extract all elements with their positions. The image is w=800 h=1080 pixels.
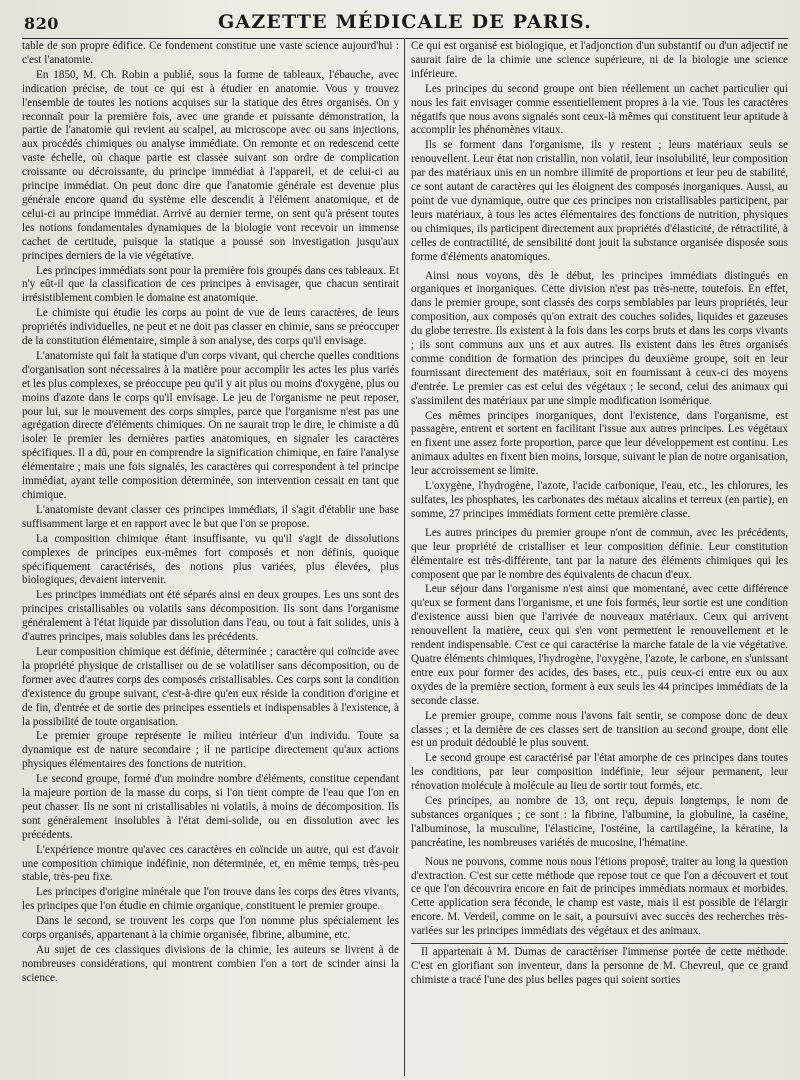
- page-header: [22, 8, 788, 39]
- paragraph: Au sujet de ces classiques divisions de la chimie, les auteurs se livrent à de nombreuses considérations, qui montrent combien l'on a tort de scinder ainsi la science.: [22, 944, 399, 984]
- paragraph: Les principes immédiats ont été séparés ainsi en deux groupes. Les uns sont des principes cristallisables ou volatils sans décomposition. Ils sont dans l'organisme généralement à l'état liquide par dissolution dans l'eau, ou tout à fait solides, unis à d'autres principes, mais solubles dans les précédents.: [22, 589, 399, 644]
- paragraph: Les principes immédiats sont pour la première fois groupés dans ces tableaux. Et n'y eût-il que la classification de ces principes à envisager, que chacun sentirait irrésistiblement combien le domaine est anatomique.: [22, 264, 399, 305]
- footnote-text: Il appartenait à M. Dumas de caractériser l'immense portée de cette méthode. C'est en glorifiant son inventeur, dans la personne de M. Chevreul, que ce grand chimiste a tracé l'une des plus belles pages qui soient sorties: [411, 946, 788, 986]
- paragraph: En 1850, M. Ch. Robin a publié, sous la forme de tableaux, l'ébauche, avec indication précise, de tout ce qui est à étudier en anatomie. Vous y trouvez l'ensemble de toutes les notions acquises sur la statique des êtres organisés. On y reconnaît pour la première fois, avec une grande et puissante démonstration, la partie de l'anatomie qui revient au scalpel, au microscope avec ou sans injections, aux procédés chimiques ou analyse immédiate. On remonte et on redescend cette vaste échelle, où chaque partie est classée suivant son ordre de complication croissante ou décroissante, du principe immédiat à l'appareil, et de celui-ci au principe immédiat. On peut donc dire que l'anatomie générale est devenue plus générale encore quand du système elle descendit à l'élément anatomique, et de celui-ci au principe immédiat. Arrivé au dernier terme, on sent qu'à présent toutes les notions fondamentales dynamiques de la biologie vont recevoir un immense cachet de certitude, puisque la statique a poussé son investigation jusqu'aux principes derniers de la vie végétative.: [22, 68, 399, 262]
- paragraph: L'anatomiste devant classer ces principes immédiats, il s'agit d'établir une base suffisamment large et en rapport avec le but que l'on se propose.: [22, 503, 399, 530]
- paragraph: L'expérience montre qu'avec ces caractères en coïncide un autre, qui est d'avoir une composition chimique indéfinie, non déterminée, et, en même temps, très-peu stable, très-peu fixe.: [22, 843, 399, 884]
- right-column: [405, 40, 788, 1076]
- paragraph: Leur séjour dans l'organisme n'est ainsi que momentané, avec cette différence qu'eux se forment dans l'organisme, et une fois formés, leur sortie est une condition d'existence aussi bien que l'arrivée de nouveaux matériaux. Ceux qui arrivent renouvellent la matière, ceux qui s'en vont permettent le renouvellement et le rendent indispensable. C'est ce qui caractérise la marche fatale de la vie végétative. Quatre éléments chimiques, l'hydrogène, l'oxygène, l'azote, le carbone, en s'unissant entre eux pour former des acides, des bases, etc., puis ceux-ci entre eux ou aux oxydes de la première section, forment à eux seuls les 44 principes immédiats de la seconde classe.: [411, 583, 788, 707]
- paragraph: Ainsi nous voyons, dès le début, les principes immédiats distingués en organiques et inorganiques. Cette division n'est pas très-nette, toutefois. En effet, dans le premier groupe, sont classés des corps semblables par leurs propriétés, leur composition, aux composés qu'on extrait des couches solides, liquides et gazeuses du globe terrestre. Ils existent à la fois dans les corps bruts et dans les corps vivants ; ils sont communs aux uns et aux autres. Ils existent dans les êtres organisés comme condition de formation des principes du deuxième groupe, soit en leur fournissant directement des matériaux, soit en fournissant à ceux-ci des moyens d'entrée. Le premier cas est celui des végétaux ; le second, celui des animaux qui s'assimilent des matériaux par une simple modification isomérique.: [411, 269, 788, 407]
- paragraph: table de son propre édifice. Ce fondement constitue une vaste science aujourd'hui : c'est l'anatomie.: [22, 40, 399, 66]
- paragraph: Nous ne pouvons, comme nous nous l'étions proposé, traiter au long la question d'extraction. C'est sur cette méthode que repose tout ce que l'on a découvert et tout ce que l'on découvrira encore en fait de principes immédiats normaux et morbides. Cette application sera féconde, le champ est vaste, mais il est possible de l'élargir encore. M. Verdeil, comme on le sait, a poursuivi avec succès des recherches très-variées sur les principes immédiats des végétaux et des animaux.: [411, 855, 788, 938]
- paragraph: Leur composition chimique est définie, déterminée ; caractère qui coïncide avec la propriété physique de cristalliser ou de se volatiliser sans décomposition, ou de former avec d'autres corps des composés cristallisables. Ces corps sont la condition d'existence du groupe suivant, c'est-à-dire qu'en eux réside la condition d'origine et de fin, d'entrée et de sortie des principes essentiels et indispensables à l'existence, à la possibilité de toute organisation.: [22, 645, 399, 728]
- paragraph: Le second groupe, formé d'un moindre nombre d'éléments, constitue cependant la majeure portion de la masse du corps, si l'on tient compte de l'eau que l'on en peut chasser. Ils ne sont ni cristallisables ni volatils, à moins de décomposition. Ils sont généralement insolubles à l'état demi-solide, ou en dissolution avec les précédents.: [22, 773, 399, 841]
- paragraph: L'oxygène, l'hydrogène, l'azote, l'acide carbonique, l'eau, etc., les chlorures, les sulfates, les phosphates, les carbonates des métaux alcalins et terreux (en partie), en somme, 27 principes immédiats forment cette première classe.: [411, 480, 788, 520]
- page-number: 820: [24, 14, 59, 33]
- paragraph: L'anatomiste qui fait la statique d'un corps vivant, qui cherche quelles conditions d'organisation sont nécessaires à la matière pour accomplir les actes les plus variés et les plus complexes, se préoccupe peu qu'il y ait plus ou moins d'oxygène, plus ou moins d'azote dans le corps qu'il envisage. Le jeu de l'organisme ne peut reposer, pour lui, sur le mouvement des corps simples, parce que l'organisme n'est pas une agrégation directe d'éléments chimiques. On ne saurait trop le dire, le chimiste a dû isoler le premier les dernières parties anatomiques, en signaler les caractères spécifiques. Il a dû, pour en comprendre la signification chimique, en faire l'analyse élémentaire ; mais une fois signalés, les caractères qui correspondent à tel principe immédiat, ayant telle composition déterminée, son intervention cessait en tant que chimique.: [22, 349, 399, 501]
- paragraph: La composition chimique étant insuffisante, vu qu'il s'agit de dissolutions complexes de principes eux-mêmes fort composés et non définis, quoique spécifiquement caractérisés, des notions plus variées, plus élevées, plus biologiques, devaient intervenir.: [22, 532, 399, 587]
- paragraph: Ce qui est organisé est biologique, et l'adjonction d'un substantif ou d'un adjectif ne saurait faire de la chimie une science supérieure, ni de la biologie une science inférieure.: [411, 40, 788, 80]
- left-column: [22, 40, 404, 1076]
- paragraph: Le chimiste qui étudie les corps au point de vue de leurs caractères, de leurs propriétés individuelles, ne peut et ne doit pas classer en chimie, sans se préoccuper de la constitution élémentaire, simple à son analyse, des corps qu'il envisage.: [22, 307, 399, 348]
- paragraph: Les principes d'origine minérale que l'on trouve dans les corps des êtres vivants, les principes que l'on étudie en chimie organique, constituent le premier groupe.: [22, 886, 399, 913]
- paragraph: Le premier groupe représente le milieu intérieur d'un individu. Toute sa dynamique est de nature secondaire ; il ne participe directement qu'aux actions physiques élémentaires des fonctions de nutrition.: [22, 730, 399, 771]
- paragraph: Ces mêmes principes inorganiques, dont l'existence, dans l'organisme, est passagère, entrent et sortent en facilitant l'issue aux autres principes. Les végétaux en fixent une assez forte proportion, parce que leur développement est continu. Les animaux adultes en fixent bien moins, lorsque, suivant le plan de notre organisation, leur accroissement se limite.: [411, 409, 788, 478]
- paragraph: Les principes du second groupe ont bien réellement un cachet particulier qui nous les fait envisager comme essentiellement propres à la vie. Tous les caractères négatifs que nous avons signalés sont ceux-là mêmes qui constituent leur aptitude à accomplir les phénomènes vitaux.: [411, 82, 788, 137]
- paragraph: Ces principes, au nombre de 13, ont reçu, depuis longtemps, le nom de substances organiques ; ce sont : la fibrine, l'albumine, la globuline, la caséine, l'albuminose, la musculine, l'élasticine, l'ostéine, la cartilagéine, la kératine, la pancréatine, les nombreuses variétés de mucosine, l'hématine.: [411, 795, 788, 849]
- paragraph: Les autres principes du premier groupe n'ont de commun, avec les précédents, que leur propriété de cristalliser et leur composition définie. Leur constitution élémentaire est très-différente, tant par la nature des éléments chimiques qui les composent que par le nombre des équivalents de chacun d'eux.: [411, 526, 788, 581]
- journal-title: GAZETTE MÉDICALE DE PARIS.: [218, 11, 592, 33]
- article-columns: [22, 40, 788, 1076]
- paragraph: Dans le second, se trouvent les corps que l'on nomme plus spécialement les corps organisés, appartenant à la chimie organisée, fibrine, albumine, etc.: [22, 915, 399, 942]
- paragraph: Le second groupe est caractérisé par l'état amorphe de ces principes dans toutes les conditions, par leur composition indéfinie, leur séjour permanent, leur rénovation molécule à molécule au lieu de sortir tout formés, etc.: [411, 752, 788, 793]
- footnote: [411, 943, 788, 988]
- paragraph: Le premier groupe, comme nous l'avons fait sentir, se compose donc de deux classes ; et la dernière de ces classes sert de transition au second groupe, dont elle est un produit dédoublé le plus souvent.: [411, 709, 788, 750]
- paragraph: Ils se forment dans l'organisme, ils y restent ; leurs matériaux seuls se renouvellent. Leur état non cristallin, non volatil, leur insolubilité, leur composition par des matériaux unis en un nombre illimité de proportions et leur peu de stabilité, ce sont autant de caractères qui les éloignent des composés inorganiques. Aussi, au point de vue dynamique, outre que ces principes non cristallisables participent, par leurs matériaux, à tous les actes élémentaires des fonctions de nutrition, physiques ou chimiques, ils participent directement aux propriétés d'élasticité, de rétractilité, à celles de contractilité, de sensibilité dont jouit la substance organisée disposée sous forme d'éléments anatomiques.: [411, 139, 788, 263]
